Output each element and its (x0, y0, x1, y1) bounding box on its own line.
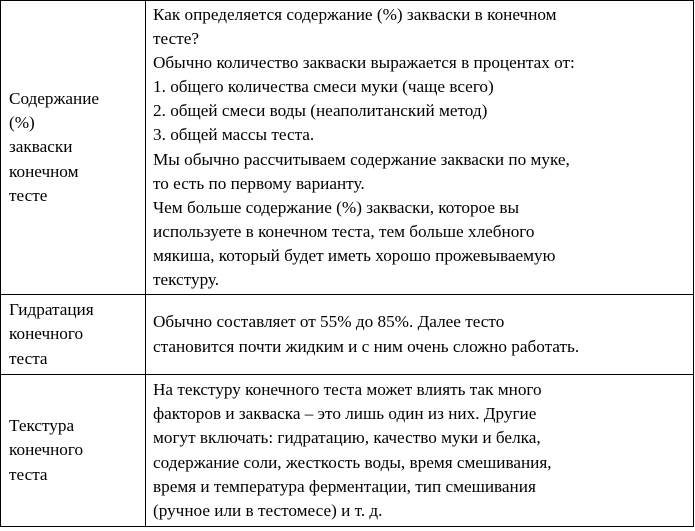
label-line: теста (9, 464, 48, 484)
content-line: становится почти жидким и с ним очень сложно работать. (153, 336, 580, 356)
content-line: Обычно количество закваски выражается в процентах от: (153, 53, 575, 73)
label-line: Гидратация (9, 300, 94, 320)
content-line: факторов и закваска – это лишь один из них. Другие (153, 404, 537, 424)
label-line: конечного (9, 324, 84, 344)
content-line: Чем больше содержание (%) закваски, которое вы (153, 197, 520, 217)
content-line: 2. общей смеси воды (неаполитанский метод) (153, 101, 488, 121)
label-line: конечного (9, 440, 84, 460)
row-content (146, 1, 694, 295)
row-content (146, 295, 694, 375)
content-line: Мы обычно рассчитываем содержание закваски по муке, (153, 149, 570, 169)
label-line: (%) (9, 113, 35, 133)
row-content (146, 375, 694, 527)
table-row-starter-content (1, 1, 694, 295)
label-line: конечном (9, 161, 79, 181)
label-line: Содержание (9, 89, 100, 109)
row-label (1, 295, 146, 375)
content-line: тесте? (153, 29, 199, 49)
row-label (1, 1, 146, 295)
content-line: текстуру. (153, 269, 220, 289)
content-line: 1. общего количества смеси муки (чаще всего) (153, 77, 494, 97)
table-row-texture (1, 375, 694, 527)
content-line: На текстуру конечного теста может влиять так много (153, 380, 542, 400)
row-label (1, 375, 146, 527)
table-row-hydration (1, 295, 694, 375)
label-line: тесте (9, 185, 48, 205)
content-line: 3. общей массы теста. (153, 125, 315, 145)
label-line: теста (9, 348, 48, 368)
label-line: Текстура (9, 416, 75, 436)
content-line: (ручное или в тестомесе) и т. д. (153, 500, 383, 520)
label-line: закваски (9, 137, 73, 157)
content-line: время и температура ферментации, тип смешивания (153, 476, 536, 496)
content-line: Как определяется содержание (%) закваски в конечном (153, 4, 557, 24)
content-line: могут включать: гидратацию, качество муки и белка, (153, 428, 541, 448)
content-line: Обычно составляет от 55% до 85%. Далее тесто (153, 312, 505, 332)
content-line: содержание соли, жесткость воды, время смешивания, (153, 452, 552, 472)
content-line: то есть по первому варианту. (153, 173, 365, 193)
content-line: используете в конечном теста, тем больше хлебного (153, 221, 535, 241)
content-line: мякиша, который будет иметь хорошо прожевываемую (153, 245, 556, 265)
